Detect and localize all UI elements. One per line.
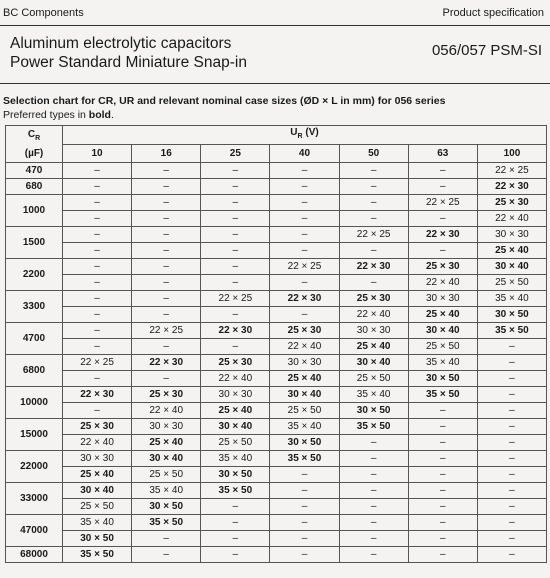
case-size-cell: 25 × 40 (201, 403, 270, 419)
case-size-cell: – (339, 275, 408, 291)
case-size-cell: – (201, 179, 270, 195)
case-size-cell: 25 × 30 (408, 259, 477, 275)
case-size-cell: – (477, 355, 546, 371)
case-size-cell: – (132, 275, 201, 291)
case-size-cell: – (201, 339, 270, 355)
voltage-column-header: 100 (477, 145, 546, 163)
title-line-1: Aluminum electrolytic capacitors (10, 35, 232, 52)
case-size-cell: 22 × 25 (408, 195, 477, 211)
case-size-cell: 25 × 50 (270, 403, 339, 419)
case-size-cell: – (339, 467, 408, 483)
case-size-cell: 30 × 40 (63, 483, 132, 499)
case-size-cell: 22 × 25 (270, 259, 339, 275)
case-size-cell: – (201, 515, 270, 531)
preferred-note-bold: bold (88, 109, 111, 121)
case-size-cell: – (132, 227, 201, 243)
case-size-cell: 22 × 25 (201, 291, 270, 307)
case-size-cell: 22 × 40 (201, 371, 270, 387)
case-size-cell: – (339, 531, 408, 547)
case-size-cell: 25 × 30 (201, 355, 270, 371)
voltage-column-header: 50 (339, 145, 408, 163)
case-size-cell: 22 × 40 (339, 307, 408, 323)
case-size-cell: – (63, 195, 132, 211)
case-size-cell: – (339, 451, 408, 467)
case-size-cell: – (201, 195, 270, 211)
case-size-cell: – (408, 483, 477, 499)
case-size-cell: – (63, 371, 132, 387)
case-size-cell: 22 × 30 (477, 179, 546, 195)
capacitance-value: 33000 (6, 483, 63, 515)
table-row (6, 307, 547, 323)
company-name: BC Components (3, 7, 84, 19)
case-size-cell: – (477, 403, 546, 419)
title-line-2: Power Standard Miniature Snap-in (10, 54, 247, 71)
case-size-cell: – (477, 531, 546, 547)
table-row (6, 515, 547, 531)
table-row (6, 195, 547, 211)
case-size-cell: 35 × 50 (408, 387, 477, 403)
case-size-cell: – (408, 451, 477, 467)
case-size-cell: – (201, 275, 270, 291)
case-size-cell: 35 × 50 (201, 483, 270, 499)
case-size-cell: – (270, 467, 339, 483)
capacitance-value: 1000 (6, 195, 63, 227)
case-size-cell: – (270, 483, 339, 499)
table-row (6, 291, 547, 307)
case-size-cell: – (339, 179, 408, 195)
case-size-cell: 30 × 40 (408, 323, 477, 339)
case-size-cell: – (339, 211, 408, 227)
voltage-column-header: 63 (408, 145, 477, 163)
voltage-column-header: 40 (270, 145, 339, 163)
case-size-cell: – (63, 339, 132, 355)
case-size-cell: 30 × 50 (201, 467, 270, 483)
header-rule (0, 25, 550, 26)
case-size-cell: 30 × 40 (201, 419, 270, 435)
capacitance-value: 2200 (6, 259, 63, 291)
case-size-cell: – (201, 243, 270, 259)
case-size-cell: – (408, 419, 477, 435)
table-row (6, 467, 547, 483)
preferred-note-prefix: Preferred types in (3, 109, 89, 121)
table-row (6, 339, 547, 355)
case-size-cell: 25 × 30 (132, 387, 201, 403)
table-row (6, 227, 547, 243)
case-size-cell: – (201, 227, 270, 243)
case-size-cell: 35 × 50 (339, 419, 408, 435)
table-row (6, 403, 547, 419)
case-size-cell: 22 × 30 (63, 387, 132, 403)
case-size-cell: 22 × 40 (132, 403, 201, 419)
case-size-cell: – (201, 499, 270, 515)
case-size-cell: 30 × 30 (63, 451, 132, 467)
case-size-cell: – (63, 211, 132, 227)
case-size-cell: 25 × 30 (270, 323, 339, 339)
case-size-cell: – (270, 195, 339, 211)
capacitance-value: 470 (6, 163, 63, 179)
table-row (6, 355, 547, 371)
case-size-cell: – (132, 547, 201, 563)
capacitance-header-unit: (µF) (24, 148, 44, 159)
case-size-cell: – (270, 531, 339, 547)
capacitance-value: 4700 (6, 323, 63, 355)
series-name: 056/057 PSM-SI (431, 42, 542, 59)
case-size-cell: 25 × 40 (339, 339, 408, 355)
case-size-cell: 30 × 50 (132, 499, 201, 515)
case-size-cell: 25 × 40 (63, 467, 132, 483)
case-size-cell: 22 × 30 (201, 323, 270, 339)
case-size-cell: – (408, 467, 477, 483)
voltage-column-header: 10 (63, 145, 132, 163)
capacitance-value: 10000 (6, 387, 63, 419)
preferred-note-suffix: . (110, 109, 114, 121)
case-size-cell: 30 × 30 (201, 387, 270, 403)
case-size-cell: 22 × 25 (63, 355, 132, 371)
case-size-cell: 35 × 50 (132, 515, 201, 531)
case-size-cell: 25 × 30 (63, 419, 132, 435)
case-size-cell: – (477, 499, 546, 515)
capacitance-value: 3300 (6, 291, 63, 323)
case-size-cell: – (408, 435, 477, 451)
case-size-cell: – (201, 307, 270, 323)
table-row (6, 323, 547, 339)
case-size-cell: – (63, 243, 132, 259)
case-size-cell: 25 × 50 (408, 339, 477, 355)
case-size-cell: 25 × 30 (477, 195, 546, 211)
case-size-cell: 22 × 40 (477, 211, 546, 227)
table-row (6, 259, 547, 275)
case-size-cell: – (339, 195, 408, 211)
case-size-cell: – (339, 515, 408, 531)
capacitance-header-symbol: $C_R$ (27, 129, 41, 142)
case-size-cell: – (477, 515, 546, 531)
case-size-cell: – (408, 211, 477, 227)
case-size-cell: 22 × 40 (270, 339, 339, 355)
capacitance-value: 22000 (6, 451, 63, 483)
case-size-cell: – (477, 547, 546, 563)
case-size-cell: – (63, 259, 132, 275)
case-size-cell: – (339, 499, 408, 515)
case-size-cell: – (63, 179, 132, 195)
case-size-cell: – (63, 275, 132, 291)
case-size-cell: – (339, 435, 408, 451)
case-size-cell: – (270, 275, 339, 291)
case-size-cell: 25 × 50 (132, 467, 201, 483)
table-row (6, 547, 547, 563)
case-size-cell: – (477, 371, 546, 387)
case-size-cell: – (132, 243, 201, 259)
capacitance-value: 68000 (6, 547, 63, 563)
table-row (6, 163, 547, 179)
table-row (6, 419, 547, 435)
preferred-note (3, 109, 114, 121)
table-row (6, 499, 547, 515)
case-size-cell: – (339, 483, 408, 499)
case-size-cell: – (270, 547, 339, 563)
case-size-cell: – (201, 163, 270, 179)
case-size-cell: – (270, 499, 339, 515)
case-size-cell: – (339, 243, 408, 259)
case-size-cell: – (63, 307, 132, 323)
case-size-cell: – (270, 515, 339, 531)
case-size-cell: 30 × 30 (132, 419, 201, 435)
case-size-cell: 35 × 40 (63, 515, 132, 531)
case-size-cell: 30 × 50 (270, 435, 339, 451)
case-size-cell: 25 × 50 (477, 275, 546, 291)
case-size-cell: – (132, 195, 201, 211)
case-size-cell: – (477, 419, 546, 435)
case-size-cell: – (132, 163, 201, 179)
capacitance-value: 6800 (6, 355, 63, 387)
case-size-cell: – (339, 163, 408, 179)
table-row (6, 211, 547, 227)
case-size-cell: 25 × 40 (270, 371, 339, 387)
table-row (6, 483, 547, 499)
case-size-cell: 35 × 50 (477, 323, 546, 339)
case-size-cell: – (270, 307, 339, 323)
case-size-cell: 30 × 50 (63, 531, 132, 547)
case-size-cell: 22 × 25 (339, 227, 408, 243)
document-title (10, 34, 247, 72)
case-size-cell: – (477, 451, 546, 467)
case-size-cell: 30 × 30 (408, 291, 477, 307)
case-size-cell: 25 × 50 (201, 435, 270, 451)
table-row (6, 371, 547, 387)
case-size-cell: – (132, 211, 201, 227)
case-size-cell: – (477, 467, 546, 483)
case-size-cell: 35 × 40 (477, 291, 546, 307)
case-size-cell: – (132, 531, 201, 547)
case-size-cell: – (408, 547, 477, 563)
case-size-cell: – (63, 291, 132, 307)
case-size-cell: – (201, 547, 270, 563)
case-size-cell: – (201, 531, 270, 547)
case-size-cell: 25 × 50 (339, 371, 408, 387)
case-size-cell: 35 × 40 (132, 483, 201, 499)
case-size-cell: – (477, 387, 546, 403)
case-size-cell: – (63, 403, 132, 419)
capacitance-value: 15000 (6, 419, 63, 451)
capacitance-header (6, 126, 63, 163)
case-size-cell: – (132, 291, 201, 307)
case-size-cell: – (408, 179, 477, 195)
case-size-cell: 30 × 40 (132, 451, 201, 467)
voltage-header: $U_R$ (V) (63, 126, 547, 145)
case-size-cell: 22 × 30 (408, 227, 477, 243)
table-row (6, 275, 547, 291)
case-size-cell: – (408, 403, 477, 419)
case-size-cell: – (408, 515, 477, 531)
case-size-cell: 30 × 40 (339, 355, 408, 371)
case-size-cell: – (132, 307, 201, 323)
case-size-cell: 22 × 30 (339, 259, 408, 275)
case-size-cell: 30 × 30 (339, 323, 408, 339)
case-size-cell: – (201, 211, 270, 227)
case-size-cell: – (63, 227, 132, 243)
case-size-cell: – (63, 163, 132, 179)
case-size-cell: 30 × 30 (477, 227, 546, 243)
case-size-cell: 30 × 50 (477, 307, 546, 323)
case-size-cell: – (408, 163, 477, 179)
case-size-cell: 35 × 50 (270, 451, 339, 467)
case-size-cell: – (63, 323, 132, 339)
case-size-cell: 35 × 40 (339, 387, 408, 403)
voltage-column-header: 25 (201, 145, 270, 163)
case-size-cell: 22 × 25 (477, 163, 546, 179)
case-size-cell: 35 × 40 (408, 355, 477, 371)
capacitance-value: 680 (6, 179, 63, 195)
case-size-cell: – (477, 483, 546, 499)
table-row (6, 435, 547, 451)
case-size-cell: 35 × 40 (201, 451, 270, 467)
capacitance-value: 47000 (6, 515, 63, 547)
case-size-cell: 30 × 40 (270, 387, 339, 403)
selection-chart-table (5, 125, 547, 563)
case-size-cell: 25 × 40 (408, 307, 477, 323)
case-size-cell: 30 × 50 (339, 403, 408, 419)
case-size-cell: – (408, 531, 477, 547)
case-size-cell: – (201, 259, 270, 275)
case-size-cell: – (132, 371, 201, 387)
case-size-cell: – (339, 547, 408, 563)
table-row (6, 243, 547, 259)
case-size-cell: 25 × 40 (132, 435, 201, 451)
case-size-cell: 22 × 30 (132, 355, 201, 371)
case-size-cell: – (408, 499, 477, 515)
case-size-cell: – (477, 339, 546, 355)
case-size-cell: – (132, 259, 201, 275)
case-size-cell: – (270, 163, 339, 179)
case-size-cell: – (408, 243, 477, 259)
document-type: Product specification (442, 7, 544, 19)
case-size-cell: 30 × 30 (270, 355, 339, 371)
case-size-cell: 25 × 40 (477, 243, 546, 259)
capacitance-value: 1500 (6, 227, 63, 259)
table-row (6, 451, 547, 467)
case-size-cell: 30 × 40 (477, 259, 546, 275)
case-size-cell: – (270, 179, 339, 195)
case-size-cell: 25 × 50 (63, 499, 132, 515)
case-size-cell: 35 × 40 (270, 419, 339, 435)
voltage-column-header: 16 (132, 145, 201, 163)
selection-chart-caption: Selection chart for CR, UR and relevant nominal case sizes (ØD × L in mm) for 056 series (3, 95, 446, 107)
title-rule (0, 83, 550, 84)
case-size-cell: – (270, 227, 339, 243)
case-size-cell: 25 × 30 (339, 291, 408, 307)
case-size-cell: – (477, 435, 546, 451)
case-size-cell: – (270, 243, 339, 259)
case-size-cell: 22 × 30 (270, 291, 339, 307)
case-size-cell: – (270, 211, 339, 227)
table-row (6, 179, 547, 195)
table-row (6, 387, 547, 403)
table-row (6, 531, 547, 547)
case-size-cell: – (132, 339, 201, 355)
case-size-cell: 22 × 40 (63, 435, 132, 451)
case-size-cell: 30 × 50 (408, 371, 477, 387)
case-size-cell: 35 × 50 (63, 547, 132, 563)
case-size-cell: 22 × 25 (132, 323, 201, 339)
case-size-cell: 22 × 40 (408, 275, 477, 291)
case-size-cell: – (132, 179, 201, 195)
